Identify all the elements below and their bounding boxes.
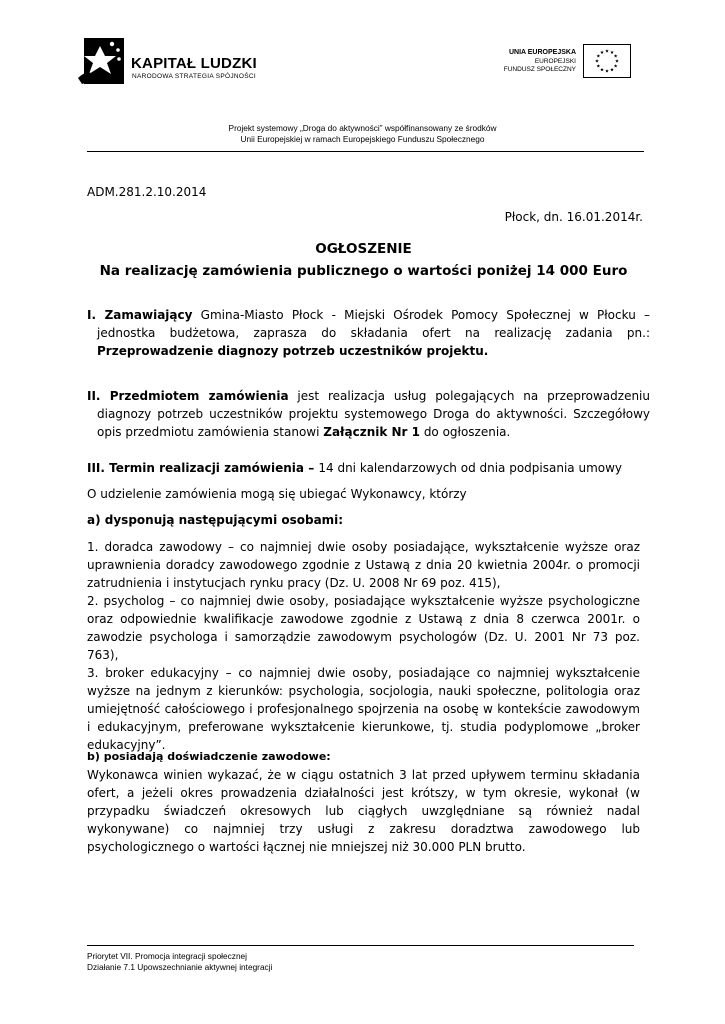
kapital-ludzki-logo-icon bbox=[78, 38, 128, 88]
footer bbox=[87, 951, 272, 973]
kapital-ludzki-subtitle: NARODOWA STRATEGIA SPÓJNOŚCI bbox=[132, 73, 256, 80]
section-2-attachment: Załącznik Nr 1 bbox=[323, 425, 420, 439]
item-a-3: 3. broker edukacyjny – co najmniej dwie osoby, posiadające co najmniej wykształcenie wyższe na jednym z kierunków: psychologia, socjologia, nauki społeczne, politologia oraz umiejętność całościowego i profesjonalnego spojrzenia na osobę w kontekście zawodowym i edukacyjnym, preferowane wykształcenie kierunkowe, tj. studia podyplomowe „broker edukacyjny”. bbox=[87, 666, 640, 752]
section-2 bbox=[87, 387, 650, 441]
section-2-text: jest realizacja usług polegających na przeprowadzeniu diagnozy potrzeb uczestników projektu systemowego Droga do aktywności. Szczegółowy opis przedmiotu zamówienia stanowi bbox=[97, 389, 650, 439]
footer-line-1: Priorytet VII. Promocja integracji społecznej bbox=[87, 951, 248, 961]
section-1-text: Gmina-Miasto Płock - Miejski Ośrodek Pomocy Społecznej w Płocku – jednostka budżetowa, zaprasza do składania ofert na realizację zadania pn.: bbox=[97, 308, 651, 340]
section-2-text-end: do ogłoszenia. bbox=[420, 425, 511, 439]
header-divider bbox=[87, 151, 644, 152]
item-b-heading: b) posiadają doświadczenie zawodowe: bbox=[87, 750, 331, 763]
section-3-label: III. Termin realizacji zamówienia – bbox=[87, 461, 319, 475]
section-3-text: 14 dni kalendarzowych od dnia podpisania umowy bbox=[318, 461, 623, 475]
kapital-ludzki-title: KAPITAŁ LUDZKI bbox=[131, 55, 257, 72]
eu-line-3: FUNDUSZ SPOŁECZNY bbox=[503, 66, 576, 73]
section-1-label: I. Zamawiający bbox=[87, 308, 193, 322]
section-3 bbox=[87, 459, 640, 477]
section-1-task: Przeprowadzenie diagnozy potrzeb uczestników projektu. bbox=[97, 344, 489, 358]
footer-divider bbox=[87, 945, 634, 946]
eu-line-1: UNIA EUROPEJSKA bbox=[508, 49, 576, 56]
item-a-heading: a) dysponują następującymi osobami: bbox=[87, 513, 344, 527]
place-date: Płock, dn. 16.01.2014r. bbox=[504, 210, 643, 224]
document-title: OGŁOSZENIE bbox=[315, 241, 412, 257]
eu-flag-icon bbox=[583, 44, 631, 78]
section-2-label: II. Przedmiotem zamówienia bbox=[87, 389, 289, 403]
eu-label bbox=[470, 49, 576, 75]
reference-number: ADM.281.2.10.2014 bbox=[87, 185, 207, 199]
item-b-text: Wykonawca winien wykazać, że w ciągu ostatnich 3 lat przed upływem terminu składania ofert, a jeżeli okres prowadzenia działalności jest krótszy, w tym okresie, wykonał (w przypadku świadczeń okresowych lub ciągłych uwzględniane są również nadal wykonywane) co najmniej trzy usługi z zakresu doradztwa zawodowego lub psychologicznego o wartości łącznej nie mniejszej niż 30.000 PLN brutto. bbox=[87, 768, 640, 854]
eligibility-intro: O udzielenie zamówienia mogą się ubiegać Wykonawcy, którzy bbox=[87, 487, 467, 501]
project-line-2: Unii Europejskiej w ramach Europejskiego Funduszu Społecznego bbox=[240, 134, 485, 144]
project-line-1: Projekt systemowy „Droga do aktywności” współfinansowany ze środków bbox=[228, 123, 497, 133]
item-a-1: 1. doradca zawodowy – co najmniej dwie osoby posiadające, wykształcenie wyższe oraz uprawnienia doradcy zawodowego zgodnie z Ustawą z dnia 20 kwietnia 2004r. o promocji zatrudnienia i instytucjach rynku pracy (Dz. U. 2008 Nr 69 poz. 415), bbox=[87, 540, 640, 590]
section-1 bbox=[87, 306, 650, 360]
footer-line-2: Działanie 7.1 Upowszechnianie aktywnej integracji bbox=[87, 962, 273, 972]
document-subtitle: Na realizację zamówienia publicznego o wartości poniżej 14 000 Euro bbox=[99, 263, 628, 279]
project-info bbox=[0, 123, 725, 145]
eu-line-2: EUROPEJSKI bbox=[534, 57, 576, 65]
item-a-2: 2. psycholog – co najmniej dwie osoby, posiadające wykształcenie wyższe psychologiczne oraz odpowiednie kwalifikacje zawodowe zgodnie z Ustawą z dnia 8 czerwca 2001r. o zawodzie psychologa i samorządzie zawodowym psychologów (Dz. U. 2001 Nr 73 poz. 763), bbox=[87, 594, 640, 662]
item-a-list bbox=[87, 538, 640, 754]
